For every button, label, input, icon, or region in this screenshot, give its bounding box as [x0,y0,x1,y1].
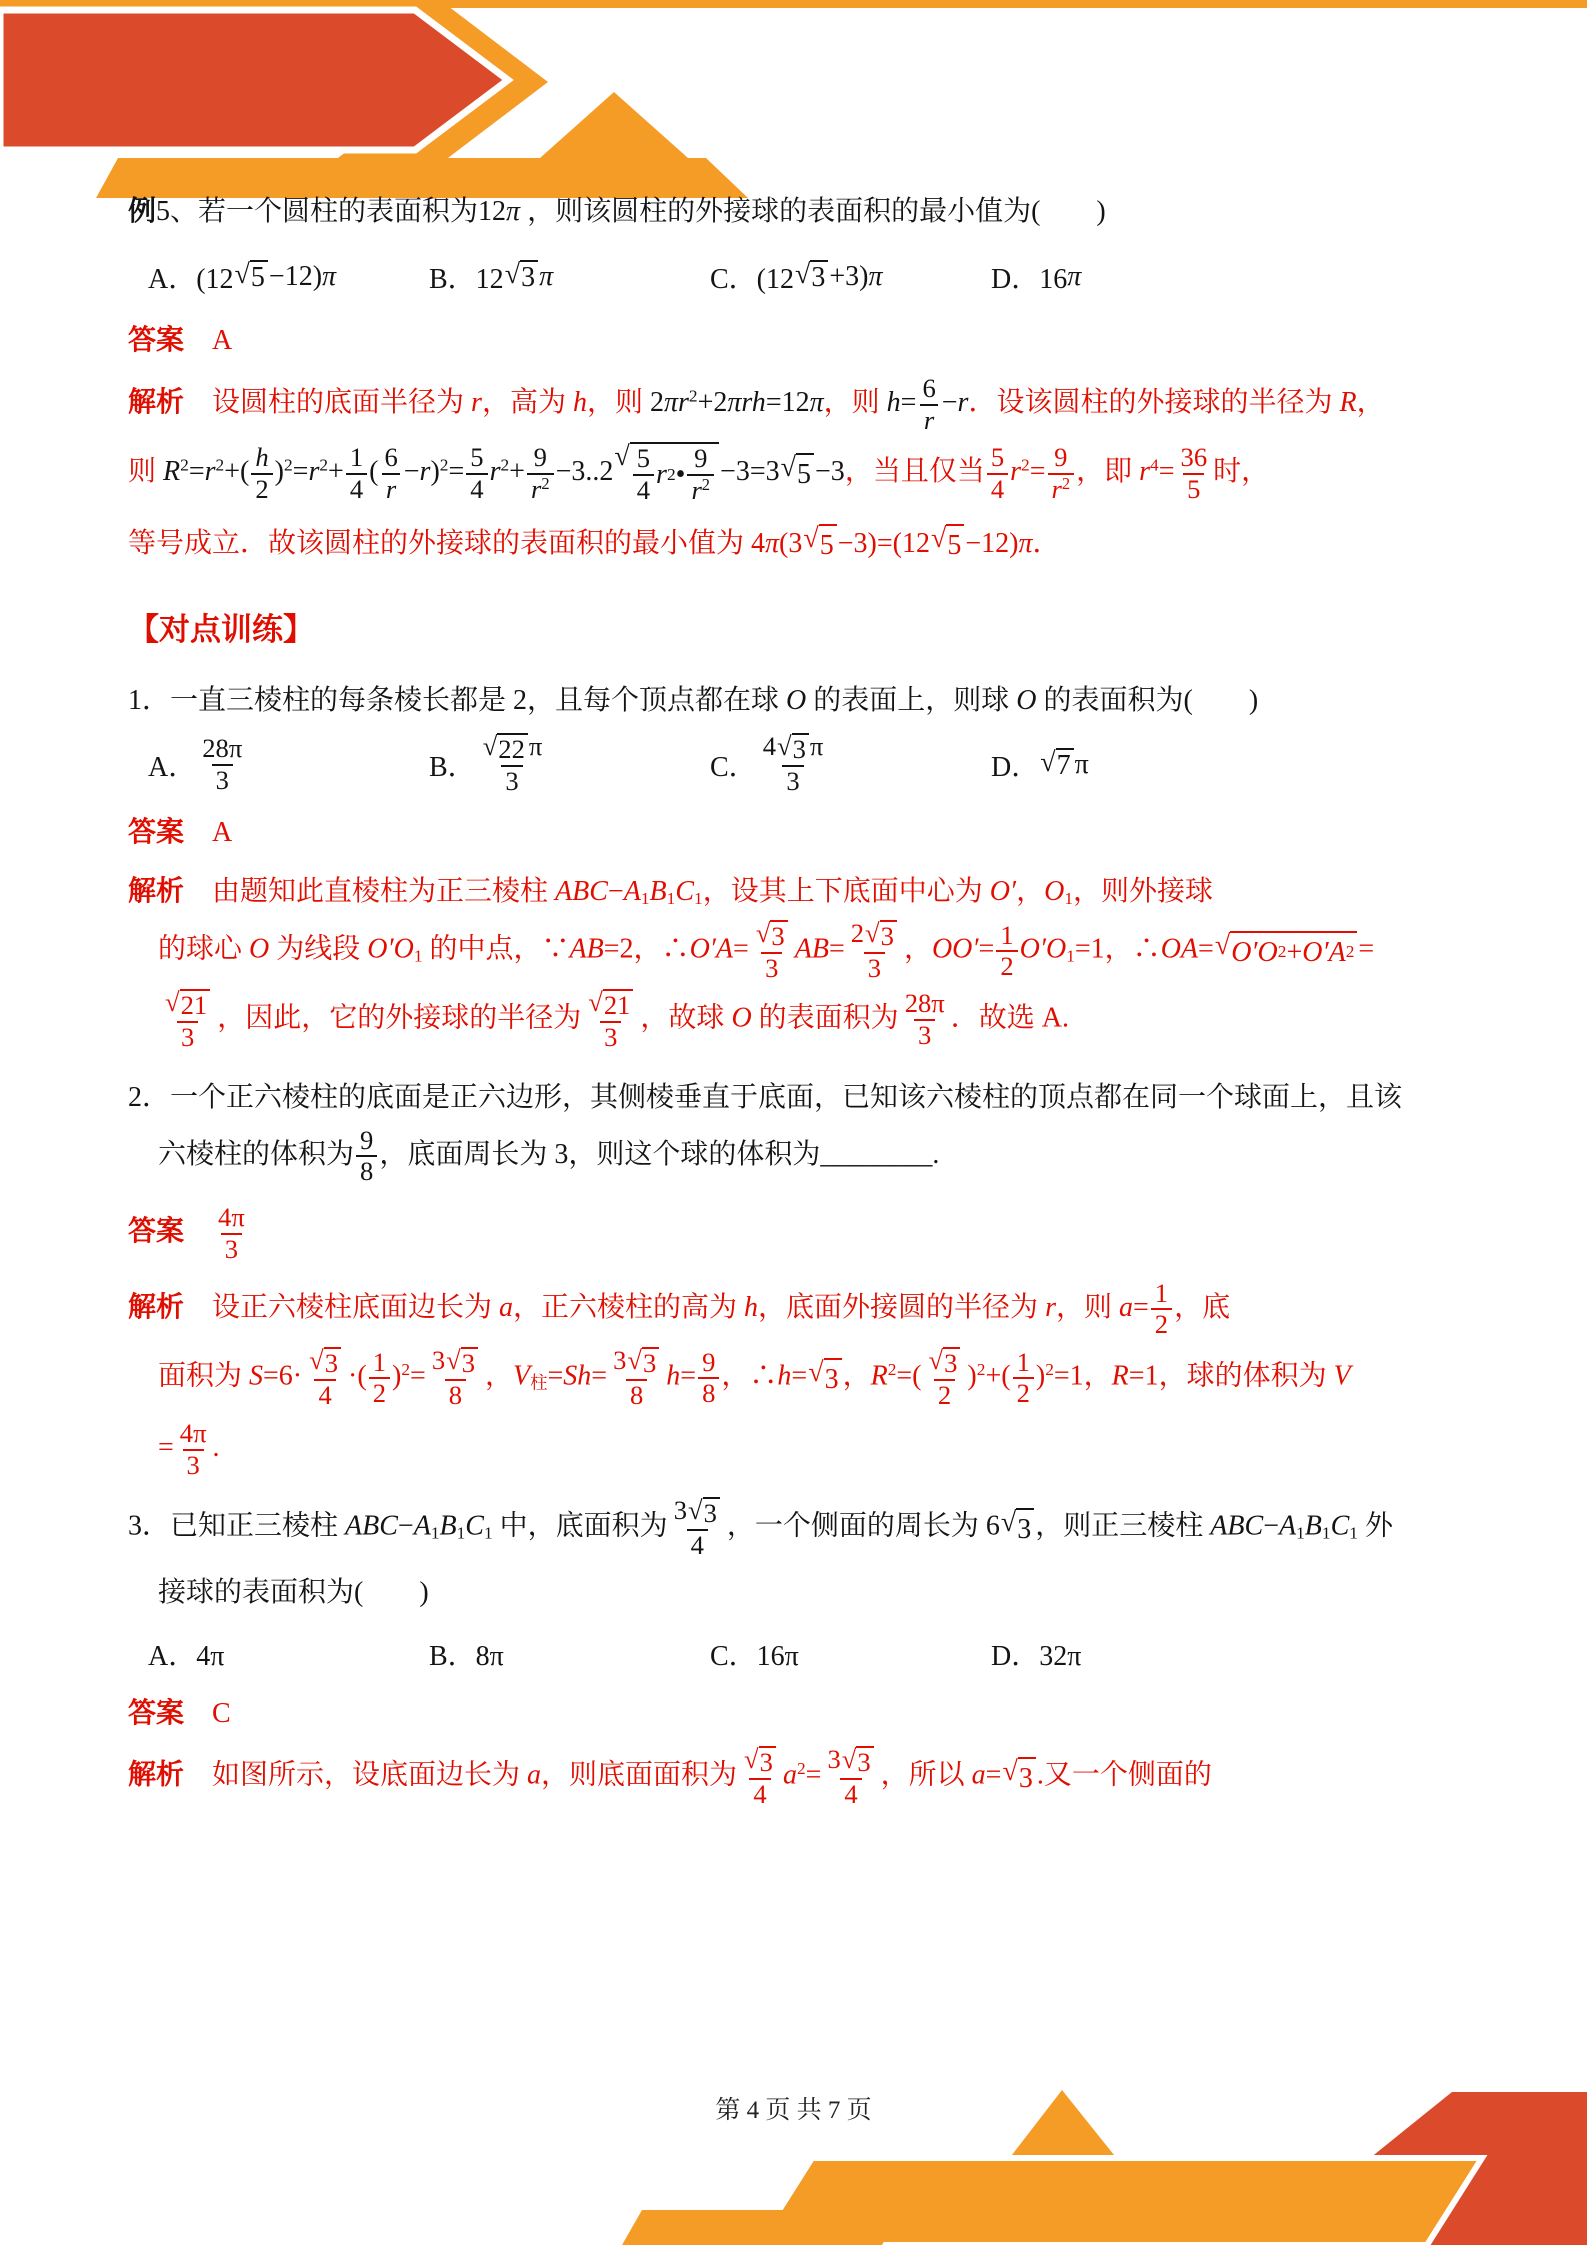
section-heading: 【对点训练】 [128,611,314,647]
ex5-analysis-line-3: 等号成立．故该圆柱的外接球的表面积的最小值为 4π(3 √ 5 −3)=(12 √ 5 −12)π． [0,524,1587,566]
q1-question: 1．一直三棱柱的每条棱长都是 2，且每个顶点都在球 O 的表面上，则球 O 的表面积为( ) [128,685,1259,717]
ex5-options-c: C．(12 √ 3 +3) π [710,259,883,296]
radical-sign: √ [687,1495,703,1526]
ex5-options-d: D．16 π [991,261,1082,296]
ex5-answer: 答案 A [128,325,233,357]
radical-sign: √ [309,1345,324,1376]
q2-question-line-1: 2．一个正六棱柱的底面是正六边形，其侧棱垂直于底面，已知该六棱柱的顶点都在同一个球面上，且该 [128,1082,1403,1114]
q2-analysis-line-3: = $\frac{4\pi}{3}$ . [158,1417,220,1480]
q1-options-d: D． √ 7 π [991,746,1089,783]
q3-analysis-line-1: 解析 如图所示，设底面边长为 a，则底面面积为 √ 3 4 $a^2=$ 3 √ 3 4 ，所以 a= √ 3 .又一个侧面的 [128,1744,1212,1810]
q1-options-a: A． $\frac{28\pi}{3}$ [148,732,243,795]
q3-options [0,1634,1587,1674]
radical-sign: √ [803,523,819,555]
ex5-analysis-line-2: 则 $R^2=r^2+$( $\frac{h}{2}$ )$^2=r^2+$ $\frac{1}{4}$ ( $\frac{6}{r}$ −r)$^2$= $\frac{5}{4}$ $r^2+$ $\frac{9}{r^2}$ −3..2 √ $\frac{5}{4}$ r 2 • $\frac{9}{r^2}$ −3=3 √ 5 −3，当且仅当 $\frac{5}{4}$ $r^2=$ $\frac{9}{r^2}$ ，即 $r^4=$ $\frac{36}{5}$ 时， [128,440,1270,505]
ex5-options-a: A．(12 √ 5 −12) π [148,259,337,296]
q1-options-c: C． 4 √ 3 π 3 [710,731,824,797]
q1-analysis-line-3: √ 21 3 ，因此，它的外接球的半径为 √ 21 3 ，故球 O 的表面积为 $\frac{28\pi}{3}$ ．故选 A. [165,986,1069,1052]
q2-analysis-line-1: 解析 设正六棱柱底面边长为 a，正六棱柱的高为 h，底面外接圆的半径为 r，则 a= $\frac{1}{2}$ ，底 [128,1277,1231,1340]
q2-question-line-2: 六棱柱的体积为 $\frac{9}{8}$ ，底面周长为 3，则这个球的体积为________. [158,1124,940,1187]
ex5-options-b: B．12 √ 3 π [429,259,554,296]
ex5-options [0,257,1587,297]
q3-question-line-2: 接球的表面积为( ) [158,1576,429,1608]
q2-analysis-line-2: 面积为 S=6· √ 3 4 ·( $\frac{1}{2}$ )$^2$= 3 √ 3 8 ，$V_柱=Sh=$ 3 √ 3 8 h= $\frac{9}{8}$ ，∴h= √ 3 ，$R^2=$( √ 3 2 )$^2$+( $\frac{1}{2}$ )$^2$=1，R=1，球的体积为 V [158,1345,1351,1410]
q3-options-b: B．8π [429,1641,504,1673]
radical-sign: √ [744,1744,759,1775]
radical-sign: √ [1040,746,1056,778]
radical-sign: √ [780,452,797,484]
radical-sign: √ [928,1345,944,1376]
footer-small-strip [622,2210,902,2245]
q3-options-d: D．32π [991,1641,1082,1673]
radical-sign: √ [776,731,792,762]
radical-sign: √ [1000,1507,1017,1538]
radical-sign: √ [627,1345,642,1376]
q1-options [0,732,1587,797]
radical-sign: √ [234,259,250,291]
radical-sign: √ [1002,1755,1018,1787]
radical-sign: √ [614,440,630,472]
radical-sign: √ [755,918,771,949]
q3-options-a: A．4π [148,1641,225,1673]
radical-sign: √ [588,986,603,1017]
q1-analysis-line-2: 的球心 O 为线段 $O'O_1$ 的中点，∵AB=2，∴O′A= √ 3 3 AB= 2 √ 3 3 ，OO′= $\frac{1}{2}$ $O'O_1=1$，∴OA= √ O′O 2 + O′A 2 = [158,918,1375,983]
radical-sign: √ [808,1356,824,1388]
page-number: 第 4 页 共 7 页 [715,2097,872,2124]
radical-sign: √ [446,1345,461,1376]
radical-sign: √ [1214,929,1231,961]
q1-analysis-line-1: 解析 由题知此直棱柱为正三棱柱 $ABC-A_1B_1C_1$，设其上下底面中心为 O′，$O_1$，则外接球 [128,876,1214,908]
ex5-analysis-line-1: 解析 设圆柱的底面半径为 r，高为 h，则 $2\pi r^2+2\pi rh=12\pi$，则 h= $\frac{6}{r}$ −r．设该圆柱的外接球的半径为 R， [128,373,1385,436]
ex5-question: 例5、若一个圆柱的表面积为12π ，则该圆柱的外接球的表面积的最小值为( ) [128,196,1106,227]
radical-sign: √ [865,918,880,949]
radical-sign: √ [841,1744,857,1775]
radical-sign: √ [930,523,947,555]
q3-options-c: C．16π [710,1641,799,1673]
q2-answer: 答案 $\frac{4\pi}{3}$ [128,1202,245,1264]
q1-answer: 答案 A [128,816,233,848]
q1-options-b: B． √ 22 π 3 [429,731,543,797]
radical-sign: √ [165,986,180,1017]
radical-sign: √ [795,259,811,291]
radical-sign: √ [504,259,521,291]
q3-answer: 答案 C [128,1698,231,1730]
q3-question-line-1: 3．已知正三棱柱 $ABC-A_1B_1C_1$ 中，底面积为 3 √ 3 4 ，一个侧面的周长为 6 √ 3 ，则正三棱柱 $ABC-A_1B_1C_1$ 外 [128,1495,1393,1561]
radical-sign: √ [482,731,498,762]
footer-decoration [0,2060,1587,2245]
